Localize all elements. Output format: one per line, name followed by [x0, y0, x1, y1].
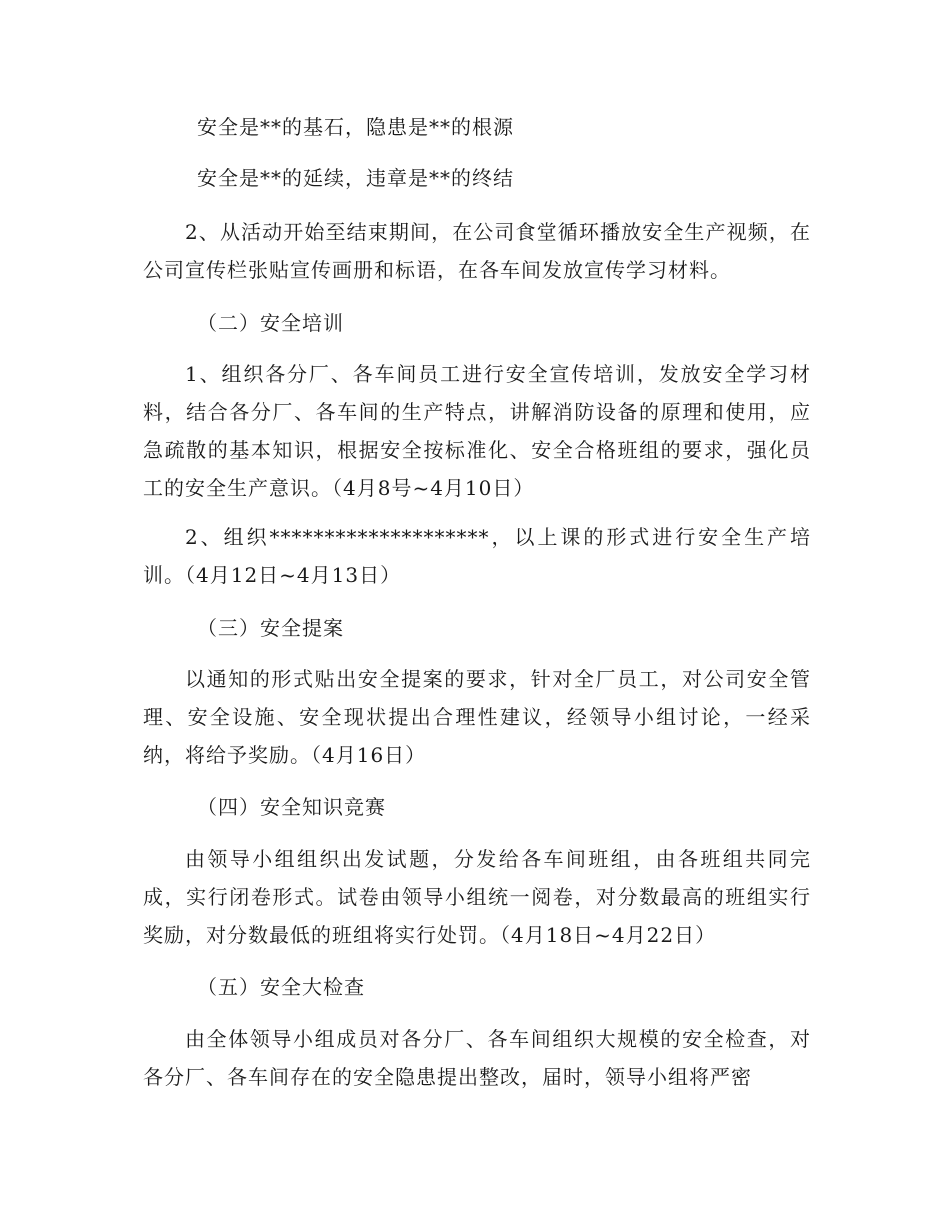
section-heading-inspection: （五）安全大检查 [197, 975, 365, 999]
section-heading-training: （二）安全培训 [197, 311, 344, 335]
section-heading-proposal: （三）安全提案 [197, 616, 344, 640]
training-item-1: 1、组织各分厂、各车间员工进行安全宣传培训，发放安全学习材料，结合各分厂、各车间的生产特点，讲解消防设备的原理和使用，应急疏散的基本知识，根据安全按标准化、安全合格班组的要求，强化员工的安全生产意识。（4月8号~4月10日） [143, 362, 811, 500]
publicity-item-2: 2、从活动开始至结束期间，在公司食堂循环播放安全生产视频，在公司宣传栏张贴宣传画册和标语，在各车间发放宣传学习材料。 [143, 220, 811, 282]
proposal-paragraph: 以通知的形式贴出安全提案的要求，针对全厂员工，对公司安全管理、安全设施、安全现状提出合理性建议，经领导小组讨论，一经采纳，将给予奖励。（4月16日） [143, 667, 811, 767]
training-item-2: 2、组织********************，以上课的形式进行安全生产培训。（4月12日~4月13日） [143, 525, 811, 587]
section-heading-contest: （四）安全知识竞赛 [197, 795, 386, 819]
slogan-line-1: 安全是**的基石，隐患是**的根源 [197, 115, 514, 139]
slogan-line-2: 安全是**的延续，违章是**的终结 [197, 166, 514, 190]
contest-paragraph: 由领导小组组织出发试题，分发给各车间班组，由各班组共同完成，实行闭卷形式。试卷由领导小组统一阅卷，对分数最高的班组实行奖励，对分数最低的班组将实行处罚。（4月18日~4月22日） [143, 847, 811, 947]
inspection-paragraph: 由全体领导小组成员对各分厂、各车间组织大规模的安全检查，对各分厂、各车间存在的安全隐患提出整改，届时，领导小组将严密 [143, 1027, 811, 1089]
